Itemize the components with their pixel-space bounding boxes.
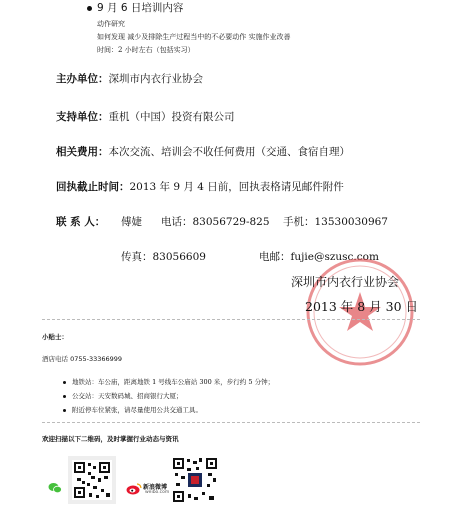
tip-bullet	[63, 395, 66, 398]
weibo-label: 新浪微博	[143, 484, 168, 491]
wechat-icon	[48, 482, 62, 494]
divider	[42, 422, 420, 423]
contact-mobile: 手机：13530030967	[283, 216, 388, 228]
fees-label: 相关费用：	[56, 146, 109, 158]
contact-name: 傅婕	[121, 216, 142, 228]
deadline-label: 回执截止时间：	[56, 181, 130, 193]
weibo-sub: weibo.com	[145, 490, 170, 495]
tip-item-3: 附近停车位紧张，请尽量使用公共交通工具。	[72, 406, 202, 414]
organizer-label: 主办单位：	[56, 73, 109, 85]
tip-item-2: 公交站：天安数码城、招商银行大厦；	[72, 392, 183, 400]
section-heading: 9 月 6 日培训内容	[97, 2, 184, 14]
section-line-1: 动作研究	[97, 20, 125, 28]
deadline-value: 2013 年 9 月 4 日前，回执表格请见邮件附件	[129, 181, 344, 193]
tip-bullet	[63, 409, 66, 412]
section-line-3: 时间：2 小时左右（包括实习）	[97, 46, 195, 54]
deadline-row	[56, 179, 344, 194]
supporter-row	[56, 109, 235, 124]
contact-email: 电邮：fujie@szusc.com	[259, 251, 379, 263]
contact-fax: 传真：83056609	[121, 251, 206, 263]
signature-date: 2013 年 8 月 30 日	[305, 299, 419, 314]
fees-row	[56, 144, 350, 159]
hotel-phone: 酒店电话 0755-33366999	[42, 355, 123, 363]
fees-value: 本次交流、培训会不收任何费用（交通、食宿自理）	[108, 146, 350, 158]
organizer-row	[56, 71, 203, 86]
wechat-qr-code[interactable]	[68, 456, 116, 504]
organizer-value: 深圳市内衣行业协会	[108, 73, 203, 85]
scan-text: 欢迎扫描以下二维码，及时掌握行业动态与资讯	[42, 435, 179, 443]
tip-item-1: 地铁站：车公庙，距离地铁 1 号线车公庙站 300 米，步行约 5 分钟；	[72, 378, 275, 386]
weibo-icon	[126, 483, 142, 495]
contact-label: 联 系 人：	[56, 216, 106, 228]
section-line-2: 如何发现 减少及排除生产过程当中的不必要动作 实施作业改善	[97, 33, 291, 41]
supporter-value: 重机（中国）投资有限公司	[108, 111, 235, 123]
divider	[42, 319, 420, 320]
signature-org: 深圳市内衣行业协会	[291, 275, 400, 289]
supporter-label: 支持单位：	[56, 111, 109, 123]
bullet-dot	[87, 6, 92, 11]
weibo-qr-code[interactable]	[171, 456, 219, 504]
tips-title: 小贴士：	[42, 333, 68, 341]
tip-bullet	[63, 381, 66, 384]
contact-phone: 电话：83056729-825	[161, 216, 270, 228]
